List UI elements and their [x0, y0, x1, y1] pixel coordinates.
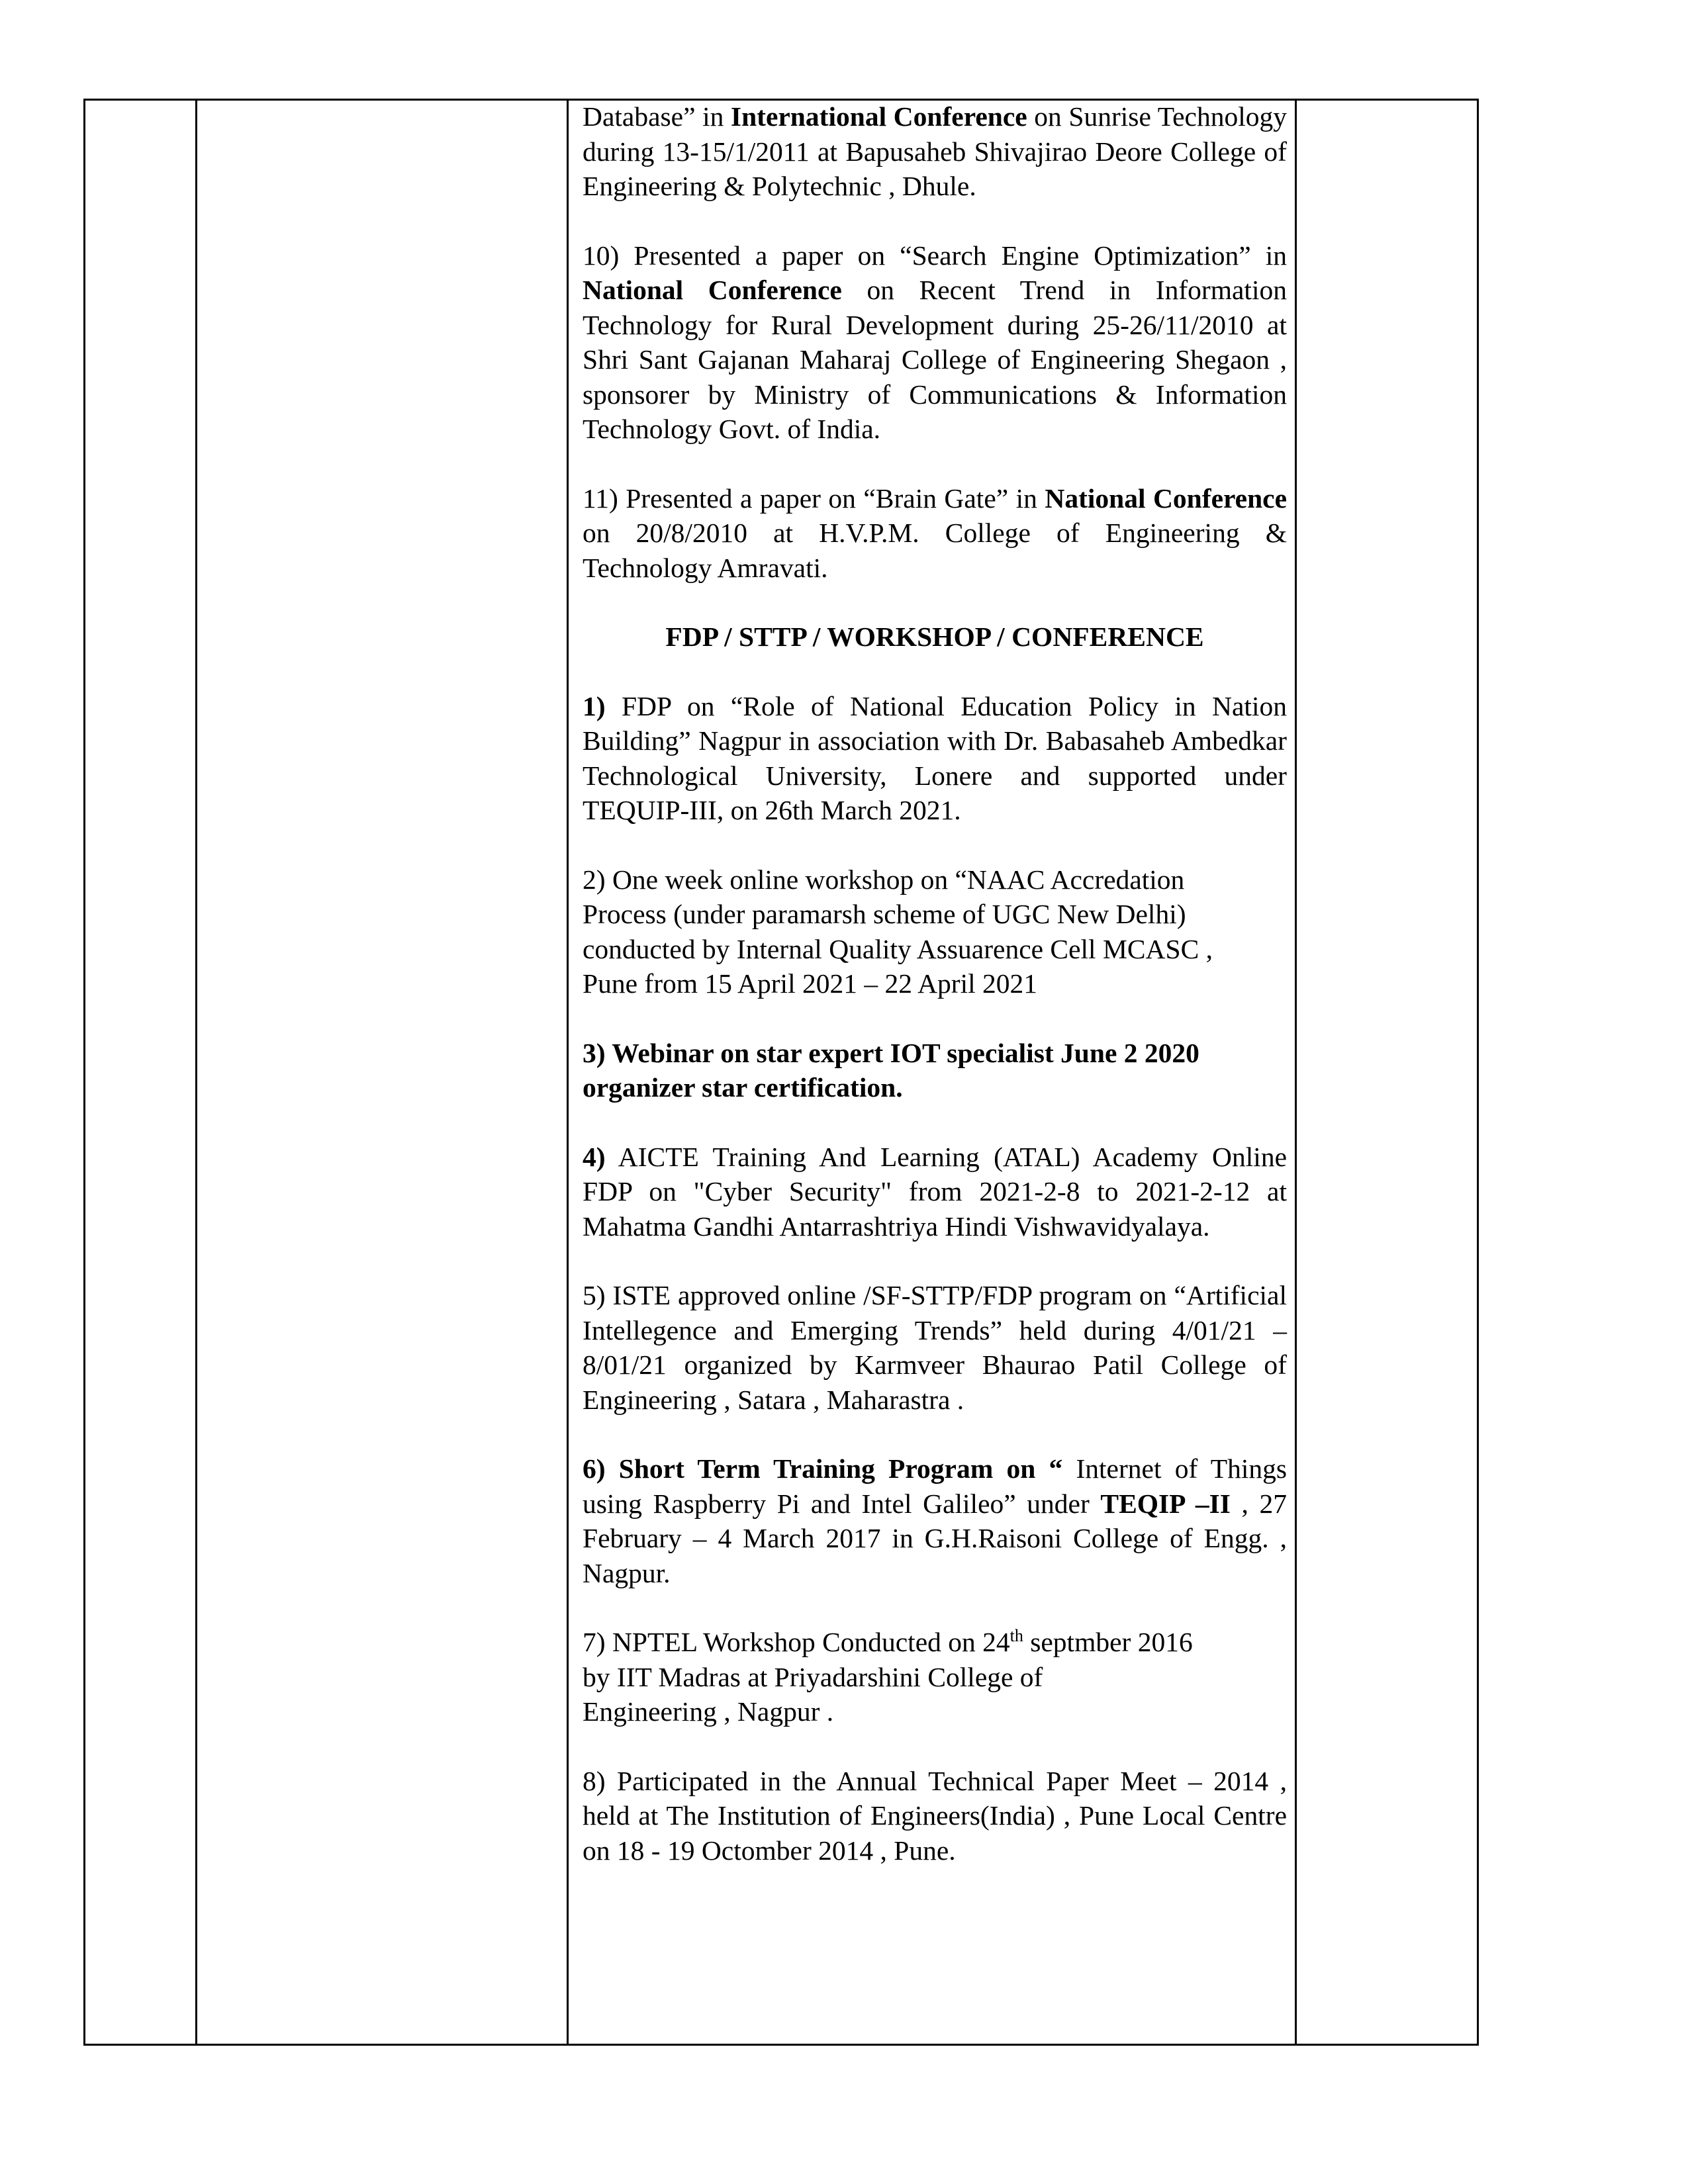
fdp-item-1: 1) FDP on “Role of National Education Policy in Nation Building” Nagpur in association with Dr. Babasaheb Ambedkar Technological University, Lonere and supported under TEQUIP-III, on 26th March 2021. — [583, 690, 1287, 825]
paper-entry-11: 11) Presented a paper on “Brain Gate” in National Conference on 20/8/2010 at H.V.P.M. College of Engineering & Technology Amravati. — [583, 482, 1288, 583]
fdp-item-6: 6) Short Term Training Program on “ Internet of Things using Raspberry Pi and Intel Galileo” under TEQIP –II , 27 February – 4 March 2017 in G.H.Raisoni College of Engg. , Nagpur. — [583, 1453, 1287, 1588]
fdp-item-5: 5) ISTE approved online /SF-STTP/FDP program on “Artificial Intellegence and Emerging Trends” held during 4/01/21 – 8/01/21 organized by Karmveer Bhaurao Patil College of Engineering , Satara , Maharastra . — [583, 1280, 1287, 1415]
column-divider-1 — [195, 99, 197, 2046]
section-heading: FDP / STTP / WORKSHOP / CONFERENCE — [665, 621, 1204, 652]
column-divider-3 — [1295, 99, 1297, 2046]
fdp-item-8: 8) Participated in the Annual Technical Paper Meet – 2014 , held at The Institution of Engineers(India) , Pune Local Centre on 18 - 19 Octomber 2014 , Pune. — [583, 1765, 1287, 1866]
fdp-item-3: 3) Webinar on star expert IOT specialist June 2 2020 organizer star certification. — [583, 1037, 1199, 1103]
column-divider-2 — [567, 99, 569, 2046]
fdp-item-2: 2) One week online workshop on “NAAC Accredation Process (under paramarsh scheme of UGC New Delhi) conducted by Internal Quality Assuarence Cell MCASC , Pune from 15 April 2021 – 22 April 2021 — [583, 864, 1213, 999]
paper-entry-10: 10) Presented a paper on “Search Engine Optimization” in National Conference on Recent Trend in Information Technology for Rural Development during 25-26/11/2010 at Shri Sant Gajanan Maharaj College of Engineering Shegaon , sponsorer by Ministry of Communications & Information Technology Govt. of India. — [583, 240, 1287, 444]
fdp-item-4: 4) AICTE Training And Learning (ATAL) Academy Online FDP on "Cyber Security" from 2021-2-8 to 2021-2-12 at Mahatma Gandhi Antarrashtriya Hindi Vishwavidyalaya. — [583, 1141, 1287, 1242]
content-cell — [583, 99, 1287, 1902]
paper-entry-9: Database” in International Conference on Sunrise Technology during 13-15/1/2011 at Bapusaheb Shivajirao Deore College of Engineering & Polytechnic , Dhule. — [583, 101, 1288, 201]
fdp-item-7: 7) NPTEL Workshop Conducted on 24th septmber 2016 by IIT Madras at Priyadarshini College of Engineering , Nagpur . — [583, 1626, 1193, 1727]
